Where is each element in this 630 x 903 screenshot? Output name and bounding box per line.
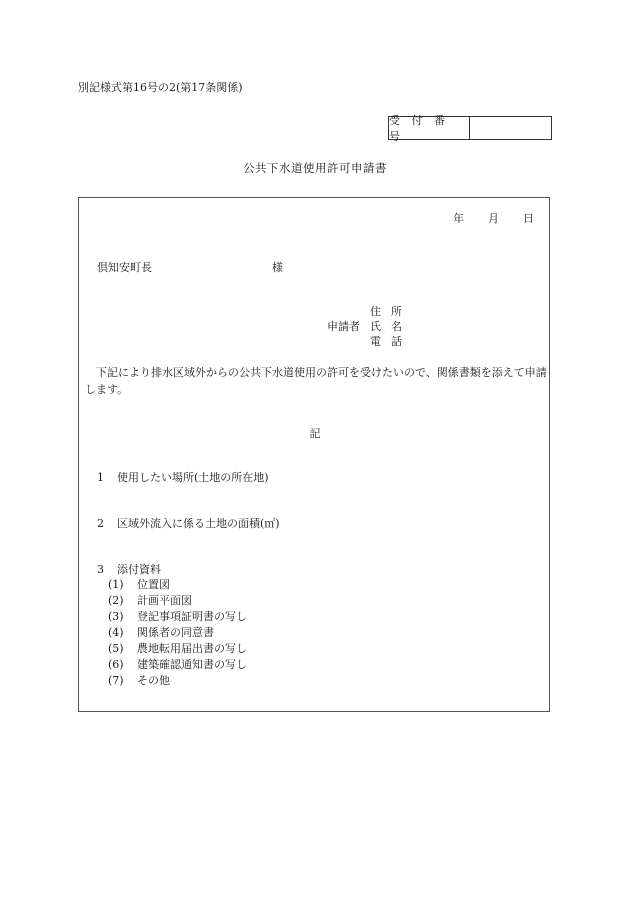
item-text-location: 使用したい場所(土地の所在地) [117, 471, 269, 484]
item-number: 2 [97, 517, 104, 530]
attachment-item: 建築確認通知書の写し [137, 658, 247, 671]
item-number: 3 [97, 563, 104, 576]
attachment-number: (7) [108, 674, 124, 687]
item-number: 1 [97, 471, 104, 484]
item-text-attachments: 添付資料 [117, 563, 161, 576]
item-text-area: 区域外流入に係る土地の面積(㎡) [117, 517, 280, 530]
date-year-label: 年 [453, 212, 464, 225]
applicant-phone-label: 電話 [370, 335, 412, 348]
date-month-label: 月 [488, 212, 499, 225]
attachment-number: (5) [108, 642, 124, 655]
application-body-text: 下記により排水区域外からの公共下水道使用の許可を受けたいので、関係書類を添えて申請します。 [85, 366, 547, 396]
applicant-name-label: 氏名 [370, 320, 412, 333]
attachment-number: (4) [108, 626, 124, 639]
attachment-number: (6) [108, 658, 124, 671]
ki-heading: 記 [309, 427, 321, 440]
receipt-number-field[interactable] [470, 117, 551, 139]
date-day-label: 日 [523, 212, 534, 225]
attachment-item: 登記事項証明書の写し [137, 610, 247, 623]
receipt-number-box [388, 114, 552, 143]
attachment-number: (3) [108, 610, 124, 623]
applicant-address-label: 住所 [370, 305, 412, 318]
attachment-item: その他 [137, 674, 170, 687]
attachment-number: (1) [108, 578, 124, 591]
form-number: 別記様式第16号の2(第17条関係) [78, 81, 243, 94]
addressee-name: 倶知安町長 [97, 261, 152, 274]
attachment-item: 計画平面図 [137, 594, 192, 607]
applicant-label: 申請者 [327, 320, 360, 333]
attachment-number: (2) [108, 594, 124, 607]
receipt-number-label: 受 付 番 号 [389, 117, 470, 139]
addressee-honorific: 様 [272, 261, 283, 274]
attachment-item: 位置図 [137, 578, 170, 591]
attachment-item: 関係者の同意書 [137, 626, 214, 639]
document-title: 公共下水道使用許可申請書 [243, 161, 387, 175]
attachment-item: 農地転用届出書の写し [137, 642, 247, 655]
